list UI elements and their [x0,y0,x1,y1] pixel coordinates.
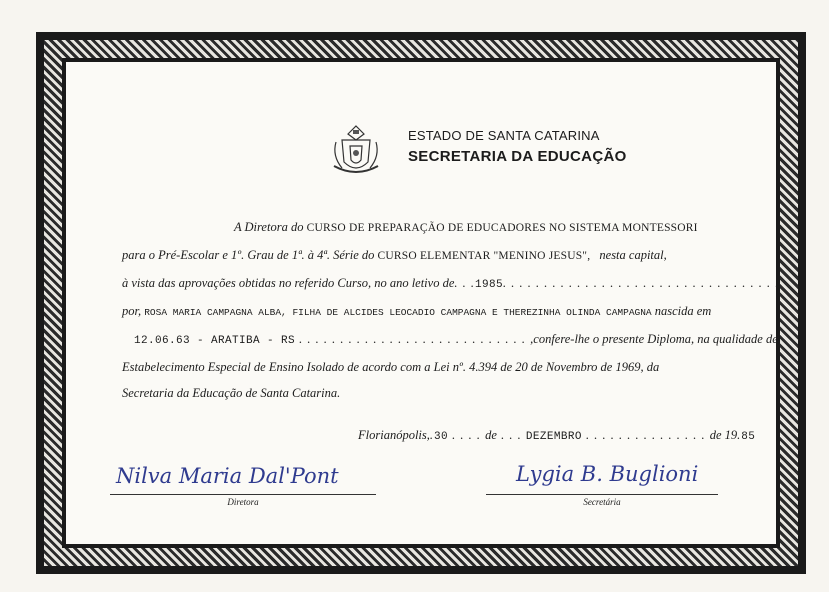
text-segment: por, [122,304,142,318]
school-name: CURSO ELEMENTAR "MENINO JESUS", [377,250,591,262]
signature-director [110,460,376,508]
issue-day: 30 [434,431,449,443]
dot-leader: . . . . . . . . . . . . . . . [581,428,710,442]
dot-leader: . . . [454,276,476,290]
text-line-3 [122,276,780,291]
text-segment: nesta capital, [599,248,667,262]
signature-line [486,494,718,495]
text-segment: à vista das aprovações obtidas no referido Curso, no ano letivo de [122,276,455,290]
text-line-6 [122,360,722,375]
graduate-name: ROSA MARIA CAMPAGNA ALBA, FILHA DE ALCIDES LEOCADIO CAMPAGNA E THEREZINHA OLINDA CAMPAGNA [144,307,652,318]
department-name: SECRETARIA DA EDUCAÇÃO [408,148,627,165]
text-line-2 [122,248,722,263]
text-segment: Secretaria da Educação de Santa Catarina. [122,386,341,400]
issue-year: 85 [741,431,756,443]
dot-leader: . [737,428,742,442]
text-segment: de [485,428,497,442]
signature-line [110,494,376,495]
dot-leader: . . . [496,428,526,442]
issue-date-line [358,428,755,443]
text-segment: de 19 [709,428,738,442]
dot-leader: . [429,428,435,442]
text-segment: A Diretora do [234,220,304,234]
secretary-label: Secretária [583,497,621,507]
academic-year: 1985 [475,279,504,291]
text-segment: ,confere-lhe o presente Diploma, na qualidade de [530,332,778,346]
issue-month: DEZEMBRO [525,431,582,443]
text-segment: nascida em [654,304,712,318]
director-label: Diretora [227,497,259,507]
course-name: CURSO DE PREPARAÇÃO DE EDUCADORES NO SISTEMA MONTESSORI [306,222,698,234]
dot-leader: . . . . . . . . . . . . . . . . . . . . . . . . . . . . . . . . . . [503,276,780,290]
text-segment: Estabelecimento Especial de Ensino Isolado de acordo com a Lei nº. 4.394 de 20 de Novembro de 1969, da [122,360,660,374]
text-segment: para o Pré-Escolar e 1º. Grau de 1ª. à 4ª. Série do [122,248,375,262]
state-name: ESTADO DE SANTA CATARINA [408,128,600,143]
text-line-4 [122,304,722,319]
issue-city: Florianópolis, [358,428,430,442]
text-line-5 [122,332,778,347]
signature-secretary [486,460,718,508]
secretary-signature: Lygia B. Buglioni [516,462,699,486]
text-line-7 [122,386,722,401]
coat-of-arms-icon [328,122,384,178]
dot-leader: . . . . . . . . . . . . . . . . . . . . . . . . . . . . [295,332,531,346]
dot-leader: . . . . [448,428,486,442]
director-signature: Nilva Maria Dal'Pont [116,464,339,488]
birth-date-place: 12.06.63 - ARATIBA - RS [134,335,296,347]
text-line-1 [234,220,829,235]
diploma-content [66,62,780,544]
